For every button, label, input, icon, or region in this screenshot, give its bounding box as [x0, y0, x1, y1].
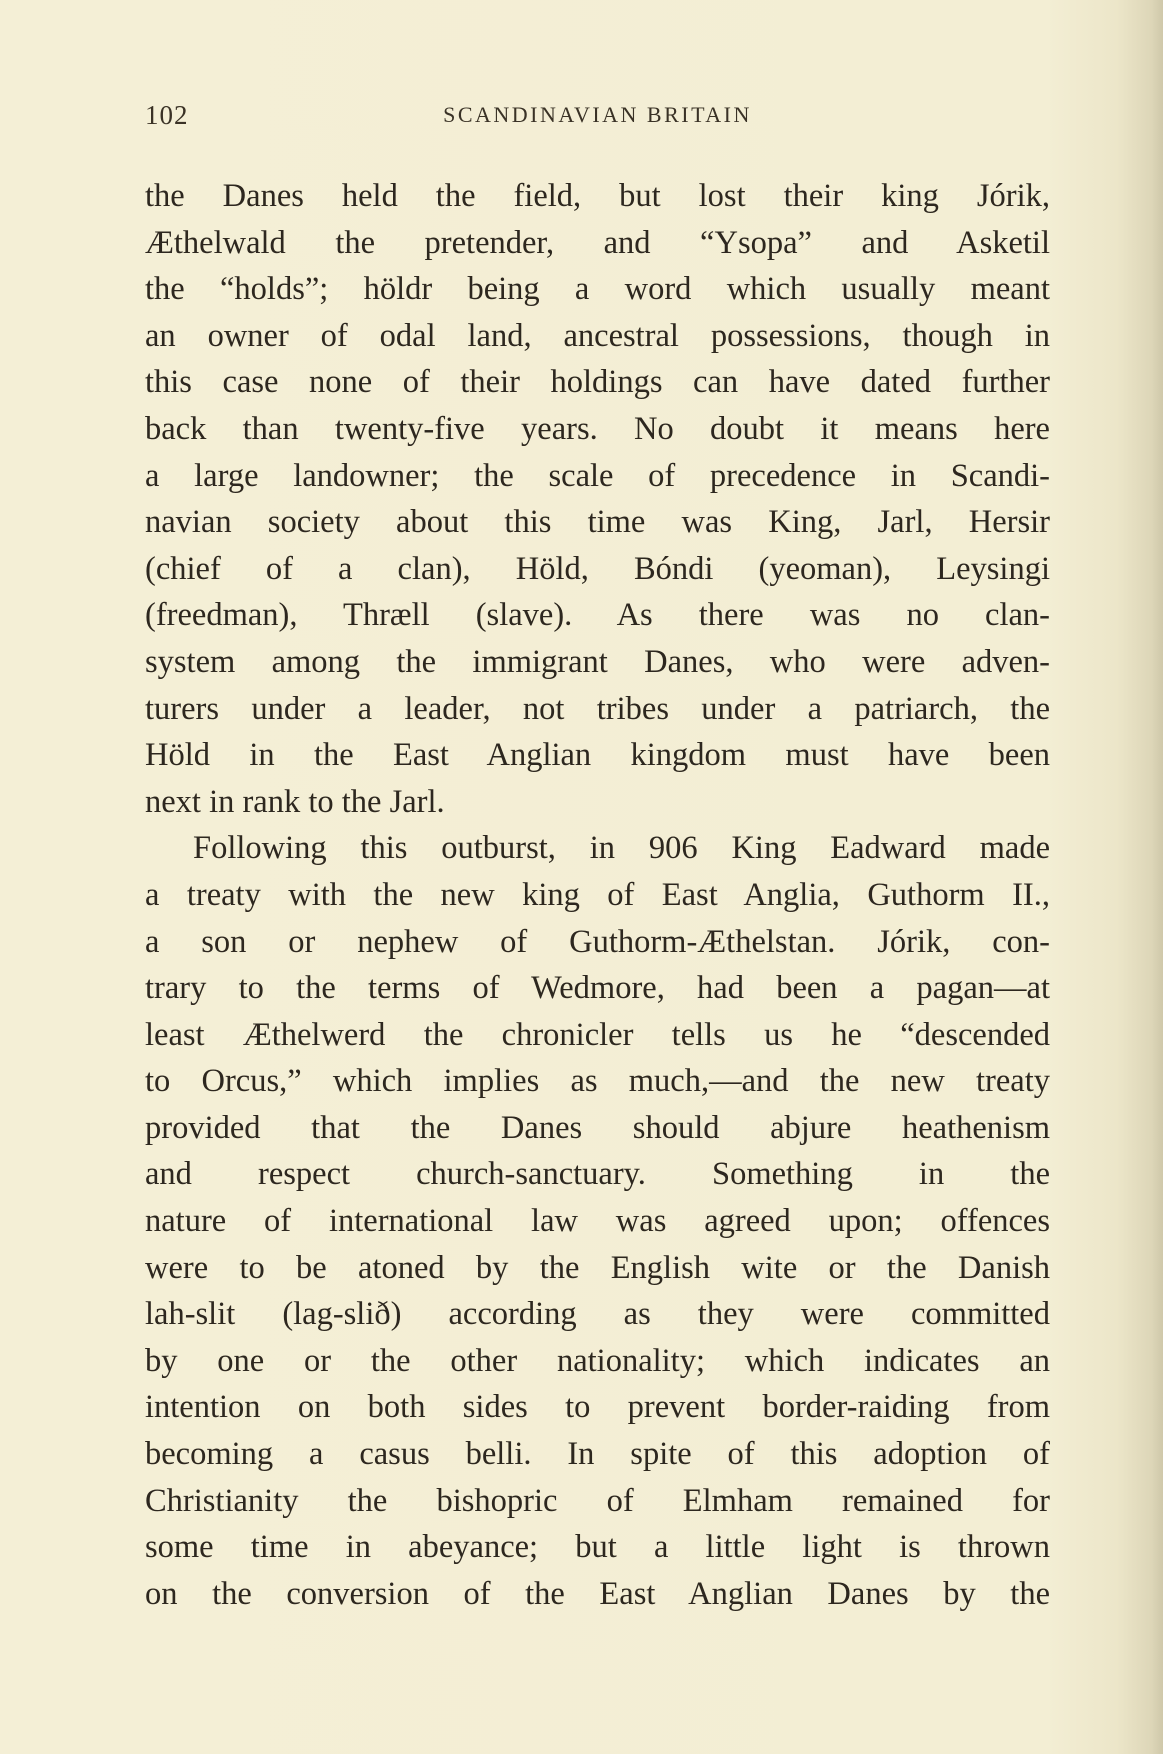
text-line: next in rank to the Jarl. — [145, 783, 445, 820]
text-line: system among the immigrant Danes, who were adven- — [145, 643, 1050, 680]
text-line: navian society about this time was King, Jarl, Hersir — [145, 504, 1050, 541]
text-line: an owner of odal land, ancestral possessions, though in — [145, 317, 1050, 354]
text-line: the “holds”; höldr being a word which usually meant — [145, 271, 1050, 308]
text-line: Christianity the bishopric of Elmham remained for — [145, 1482, 1050, 1519]
body-text — [145, 173, 1050, 1617]
text-line: lah-slit (lag-slið) according as they were committed — [145, 1296, 1050, 1333]
text-line: (chief of a clan), Höld, Bóndi (yeoman), Leysingi — [145, 550, 1050, 587]
text-line: least Æthelwerd the chronicler tells us he “descended — [145, 1016, 1050, 1053]
text-line: a treaty with the new king of East Anglia, Guthorm II., — [145, 876, 1050, 913]
text-line: to Orcus,” which implies as much,—and the new treaty — [145, 1063, 1050, 1100]
text-line: Following this outburst, in 906 King Eadward made — [193, 830, 1050, 867]
text-line: (freedman), Thræll (slave). As there was no clan- — [145, 597, 1050, 634]
text-line: and respect church-sanctuary. Something in the — [145, 1156, 1050, 1193]
paragraph-1 — [145, 173, 1050, 825]
text-line: the Danes held the field, but lost their king Jórik, — [145, 178, 1050, 214]
text-line: becoming a casus belli. In spite of this adoption of — [145, 1436, 1050, 1473]
text-line: provided that the Danes should abjure heathenism — [145, 1109, 1050, 1146]
text-line: intention on both sides to prevent border-raiding from — [145, 1389, 1050, 1426]
text-line: turers under a leader, not tribes under a patriarch, the — [145, 690, 1050, 727]
text-line: this case none of their holdings can have dated further — [145, 364, 1050, 401]
running-head: SCANDINAVIAN BRITAIN — [443, 102, 752, 127]
text-line: Höld in the East Anglian kingdom must have been — [145, 737, 1050, 774]
text-line: on the conversion of the East Anglian Danes by the — [145, 1575, 1050, 1612]
text-line: by one or the other nationality; which indicates an — [145, 1342, 1050, 1379]
page-header — [145, 100, 1050, 136]
text-line: Æthelwald the pretender, and “Ysopa” and Asketil — [145, 224, 1050, 261]
text-line: were to be atoned by the English wite or the Danish — [145, 1249, 1050, 1286]
page-number: 102 — [145, 100, 189, 130]
paragraph-2 — [145, 825, 1050, 1617]
text-line: a son or nephew of Guthorm-Æthelstan. Jórik, con- — [145, 923, 1050, 960]
text-line: a large landowner; the scale of precedence in Scandi- — [145, 457, 1050, 494]
text-line: nature of international law was agreed upon; offences — [145, 1203, 1050, 1240]
text-line: trary to the terms of Wedmore, had been a pagan—at — [145, 970, 1050, 1007]
text-line: some time in abeyance; but a little light is thrown — [145, 1529, 1050, 1566]
text-line: back than twenty-five years. No doubt it means here — [145, 410, 1050, 447]
